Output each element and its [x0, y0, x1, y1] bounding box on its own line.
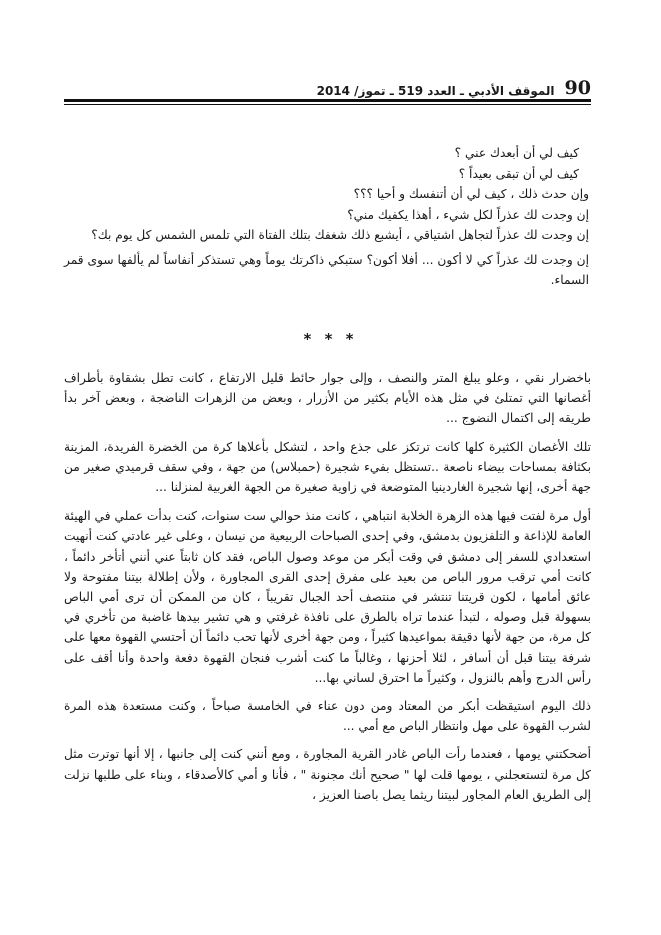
page-header — [64, 76, 591, 98]
paragraph: أول مرة لفتت فيها هذه الزهرة الخلابة انتباهي ، كانت منذ حوالي ست سنوات، كنت بدأت عملي في الهيئة العامة للإذاعة و التلفزيون بدمشق، وفي إحدى الصباحات الربيعية من نيسان ، وعلى غير عادتي كنت أنهيت استعدادي للسفر إلى دمشق في وقت أبكر من موعد وصول الباص، فقد كان ثابتاً عني أنني أتأخر دائماً ، كانت أمي ترقب مرور الباص من بعيد على مفرق إحدى القرى المجاورة ، ولأن إطلالة بيتنا مفتوحة ولا عائق أمامها ، لكون قريتنا تنتشر في منتصف أحد الجبال تقريباً ، كان من الممكن أن ترى أمي الباص بسهولة قبل وصوله ، لتبدأ عندما تراه بالطرق على نافذة غرفتي و هي تشير بيدها غاضبة من تأخري في كل مرة، من جهة لأنها دقيقة بمواعيدها كثيراً ، ومن جهة أخرى لأنها تحب دائماً أن أحتسي القهوة معها على شرفة بيتنا قبل أن أسافر ، لئلا أحزنها ، وغالباً ما كنت أشرب فنجان القهوة دفعة واحدة وأنا أقف على رأس الدرج وأهم بالنزول ، وكثيراً ما احترق لساني بها... — [64, 509, 591, 685]
section-separator: * * * — [303, 330, 358, 348]
prose-body — [64, 368, 591, 813]
header-rule-thin — [64, 104, 591, 105]
paragraph: أضحكتني يومها ، فعندما رأت الباص غادر القرية المجاورة ، ومع أنني كنت إلى جانبها ، إلا أنها توترت مثل كل مرة لتستعجلني ، يومها قلت لها " صحيح أنك مجنونة " ، فأنا و أمي كالأصدقاء ، وبناء على طلبها نزلت إلى الطريق العام المجاور لبيتنا ريثما يصل باصنا العزيز ، — [64, 747, 591, 802]
header-rule-thick — [64, 99, 591, 102]
poem-line: إن وجدت لك عذراً لكل شيء ، أهذا يكفيك مني؟ — [347, 207, 589, 222]
poem-line: كيف لي أن أبعدك عني ؟ — [454, 146, 579, 160]
poem-line: إن وجدت لك عذراً لتجاهل اشتياقي ، أيشبع ذلك شغفك بتلك الفتاة التي تلمس الشمس كل يوم بك؟ — [91, 228, 589, 242]
poem-block — [64, 143, 589, 291]
paragraph: تلك الأغصان الكثيرة كلها كانت ترتكز على جذع واحد ، لتشكل بأعلاها كرة من الخضرة الفريدة، المزينة بكثافة بمساحات بيضاء ناصعة ..تستظل بفيء شجيرة (حمبلاس) من جهة ، وفي سقف قرميدي صغير من جهة أخرى، إنها شجيرة الغاردينيا المتوضعة في زاوية صغيرة من الجهة الغربية لمنزلنا ... — [64, 439, 591, 495]
paragraph: ذلك اليوم استيقظت أبكر من المعتاد ومن دون عناء في الخامسة صباحاً ، وكنت مستعدة هذه المرة لشرب القهوة على مهل وانتظار الباص مع أمي ... — [64, 699, 591, 734]
running-title: الموقف الأدبي ـ العدد 519 ـ تموز/ 2014 — [316, 84, 555, 98]
poem-line: كيف لي أن تبقى بعيداً ؟ — [458, 166, 579, 181]
page-number: 90 — [564, 77, 591, 99]
poem-line: وإن حدث ذلك ، كيف لي أن أتنفسك و أحيا ؟؟؟ — [353, 187, 589, 201]
poem-line: إن وجدت لك عذراً كي لا أكون ... أفلا أكون؟ ستبكي ذاكرتك يوماً وهي تستذكر أنفاساً لم يألفها سوى قمر السماء. — [64, 252, 589, 287]
paragraph: باخضرار نقي ، وعلو يبلغ المتر والنصف ، وإلى جوار حائط قليل الارتفاع ، كانت تطل بشقاوة بأطراف أغصانها التي تمتلئ في مثل هذه الأيام بكثير من الأزرار ، وبعض من الزهرات الناضجة ، وبعض آخر بدأ طريقه إلى اكتمال النضوج ... — [64, 371, 591, 426]
